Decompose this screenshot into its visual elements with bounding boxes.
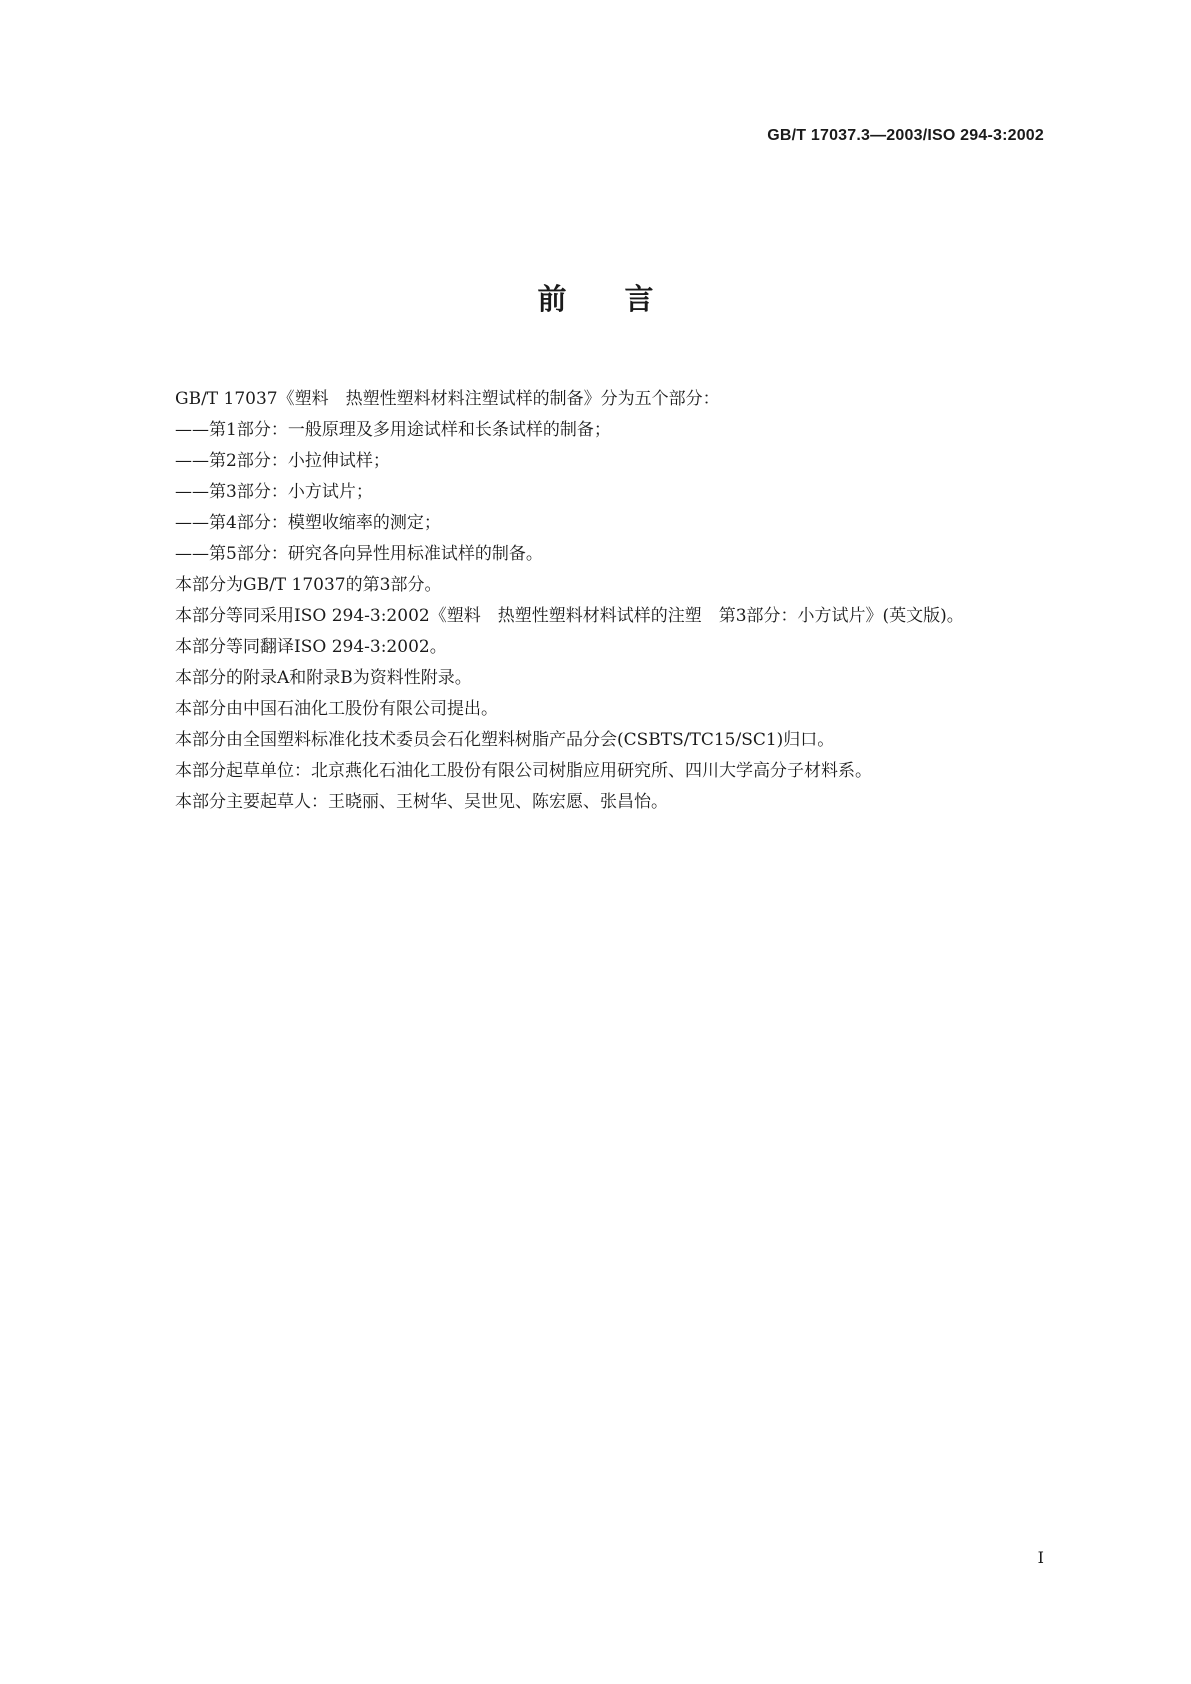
- list-item-part-3: ——第3部分：小方试片；: [175, 482, 373, 502]
- paragraph-drafting-units: 本部分起草单位：北京燕化石油化工股份有限公司树脂应用研究所、四川大学高分子材料系。: [175, 761, 872, 781]
- paragraph-adoption: 本部分等同采用ISO 294-3:2002《塑料 热塑性塑料材料试样的注塑 第3部分：小方试片》(英文版)。: [175, 606, 964, 626]
- paragraph-translation: 本部分等同翻译ISO 294-3:2002。: [175, 637, 447, 657]
- paragraph-drafters: 本部分主要起草人：王晓丽、王树华、吴世见、陈宏愿、张昌怡。: [175, 792, 668, 812]
- list-item-part-2: ——第2部分：小拉伸试样；: [175, 451, 390, 471]
- paragraph-intro: GB/T 17037《塑料 热塑性塑料材料注塑试样的制备》分为五个部分：: [175, 389, 720, 409]
- list-item-part-1: ——第1部分：一般原理及多用途试样和长条试样的制备；: [175, 420, 611, 440]
- page-number: I: [1037, 1548, 1044, 1567]
- standard-number-header: GB/T 17037.3—2003/ISO 294-3:2002: [767, 127, 1044, 144]
- foreword-body: [128, 384, 1056, 818]
- paragraph-committee: 本部分由全国塑料标准化技术委员会石化塑料树脂产品分会(CSBTS/TC15/SC1)归口。: [175, 730, 835, 750]
- list-item-part-4: ——第4部分：模塑收缩率的测定；: [175, 513, 441, 533]
- list-item-part-5: ——第5部分：研究各向异性用标准试样的制备。: [175, 544, 543, 564]
- paragraph-part-statement: 本部分为GB/T 17037的第3部分。: [175, 575, 442, 595]
- paragraph-annexes: 本部分的附录A和附录B为资料性附录。: [175, 668, 472, 688]
- page-title: 前言: [537, 282, 712, 316]
- paragraph-proposer: 本部分由中国石油化工股份有限公司提出。: [175, 699, 498, 719]
